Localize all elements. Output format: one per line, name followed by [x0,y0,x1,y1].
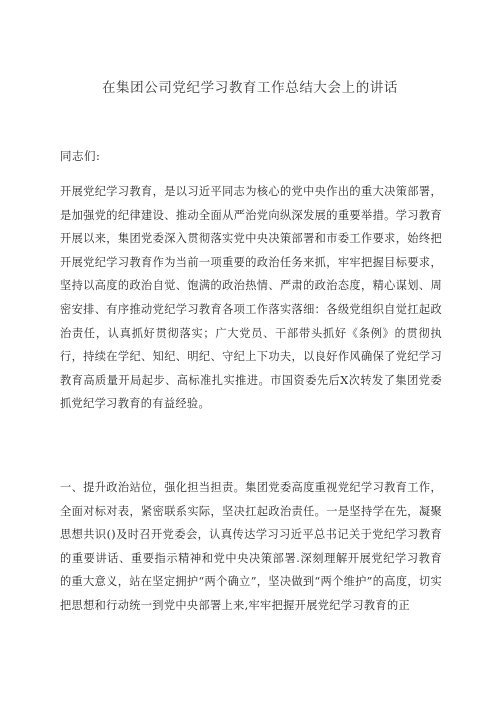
body-paragraph: 开展党纪学习教育，是以习近平同志为核心的党中央作出的重大决策部署，是加强党的纪律建设、推动全面从严治党向纵深发展的重要举措。学习教育开展以来，集团党委深入贯彻落实党中央决策部署和市委工作要求，始终把开展党纪学习教育作为当前一项重要的政治任务来抓，牢牢把握目标要求，坚持以高度的政治自觉、饱满的政治热情、严肃的政治态度，精心谋划、周密安排、有序推动党纪学习教育各项工作落实落细：各级党组织自觉扛起政治责任，认真抓好贯彻落实；广大党员、干部带头抓好《条例》的贯彻执行，持续在学纪、知纪、明纪、守纪上下功夫，以良好作风确保了党纪学习教育高质量开局起步、高标准扎实推进。市国资委先后X次转发了集团党委抓党纪学习教育的有益经验。 [60,185,442,411]
salutation: 同志们: [60,149,101,163]
document-title: 在集团公司党纪学习教育工作总结大会上的讲话 [101,80,399,96]
body-paragraph: 一、提升政治站位，强化担当担责。集团党委高度重视党纪学习教育工作，全面对标对表，紧密联系实际，坚决扛起政治责任。一是坚持学在先，凝聚思想共识()及时召开党委会，认真传达学习习近平总书记关于党纪学习教育的重要讲话、重要指示精神和党中央决策部署.深刻理解开展党纪学习教育的重大意义，站在坚定拥护“两个确立”，坚决做到“两个维护”的高度，切实把思想和行动统一到党中央部署上来,牢牢把握开展党纪学习教育的正 [60,481,442,612]
